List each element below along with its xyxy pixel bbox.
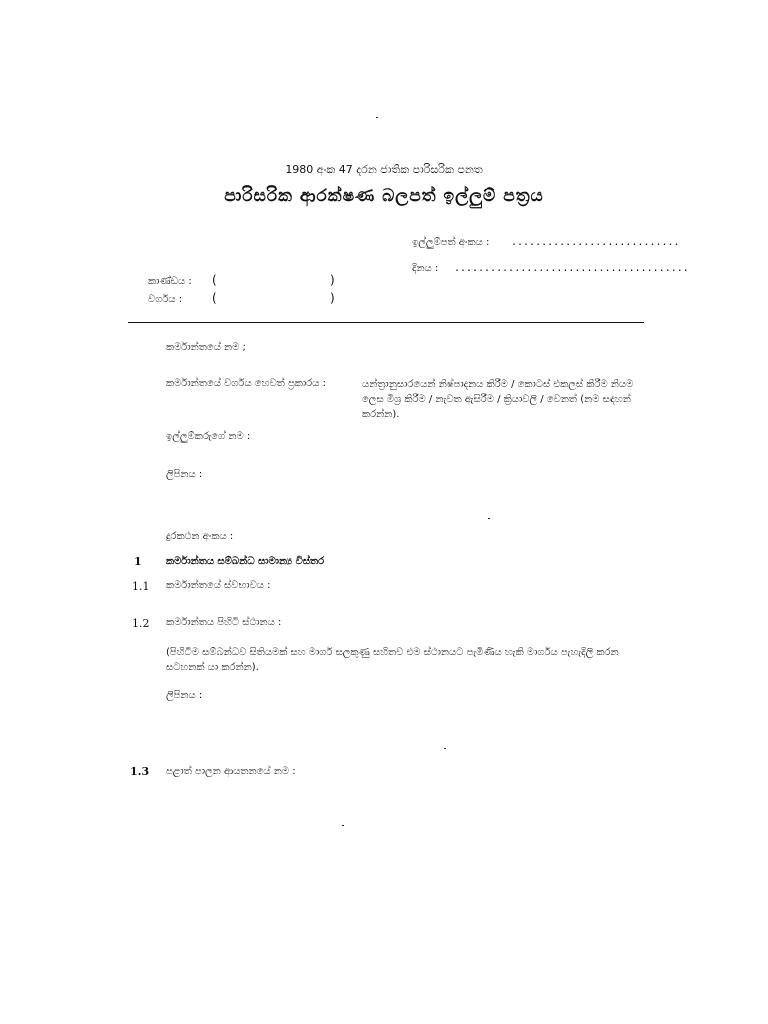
scan-speck [488,518,490,519]
date-label: දිනය : [412,263,439,274]
department-open-paren: ( [212,273,217,287]
application-number-label: ඉල්ලුම්පත් අංකය : [412,237,490,248]
department-close-paren: ) [330,273,335,287]
item-1-3-number: 1.3 [130,765,150,778]
date-field[interactable]: ....................................... [454,263,689,274]
form-title: පාරිසරික ආරක්ෂණ බලපත් ඉල්ලුම් පත්‍රය [224,186,544,206]
item-1-1-label: කර්මාන්තයේ ස්වභාවය : [166,580,271,591]
item-1-3-label: පළාත් පාලන ආයතනයේ නම : [166,766,296,777]
industry-type-label: කර්මාන්තයේ වර්ගය හෙවත් ප්‍රකාරය : [166,378,326,389]
section-1-number: 1 [134,555,142,568]
scan-speck [376,117,378,118]
category-close-paren: ) [330,291,335,305]
industry-type-options: යන්ත්‍රානුසාරයෙන් නිෂ්පාදනය කිරීම / කොටස් එකලස් කිරීම නියම ලෙස මිශ්‍ර කිරීම / නැවත ඇසිරීම / ක්‍රියාවලි / වෙනත් (නම සඳහන් කරන්න). [362,379,634,420]
category-label: වර්ගය : [148,294,183,305]
category-open-paren: ( [212,291,217,305]
location-address-label: ලිපිනය : [166,690,203,701]
header-divider [128,322,644,323]
telephone-label: දුරකථන අංකය : [166,531,234,542]
scan-speck [342,825,344,826]
application-number-field[interactable]: ............................ [511,237,680,248]
location-note: (පිහිටීම සම්බන්ධව සිතියමක් සහ මාර්ග සලකුණු සහිතව එම ස්ථානයට පැමිණිය හැකි මාර්ගය පැහැදිලි කරන සටහනක් යා කරන්න). [166,647,619,673]
department-label: කාණ්ඩය : [148,276,192,287]
item-1-1-number: 1.1 [132,580,150,593]
item-1-2-number: 1.2 [132,617,150,630]
address-label: ලිපිනය : [166,469,203,480]
industry-name-label: කර්මාන්තයේ නම ; [166,342,246,353]
applicant-name-label: ඉල්ලුම්කරුගේ නම : [166,431,251,442]
item-1-2-label: කර්මාන්තය පිහිටි ස්ථානය : [166,617,282,628]
act-reference: 1980 අංක 47 දරන ජාතික පාරිසරික පනත [285,163,483,176]
scan-speck [444,748,446,749]
section-1-title: කර්මාන්තය සම්බන්ධ සාමාන්‍ය විස්තර [166,556,325,567]
